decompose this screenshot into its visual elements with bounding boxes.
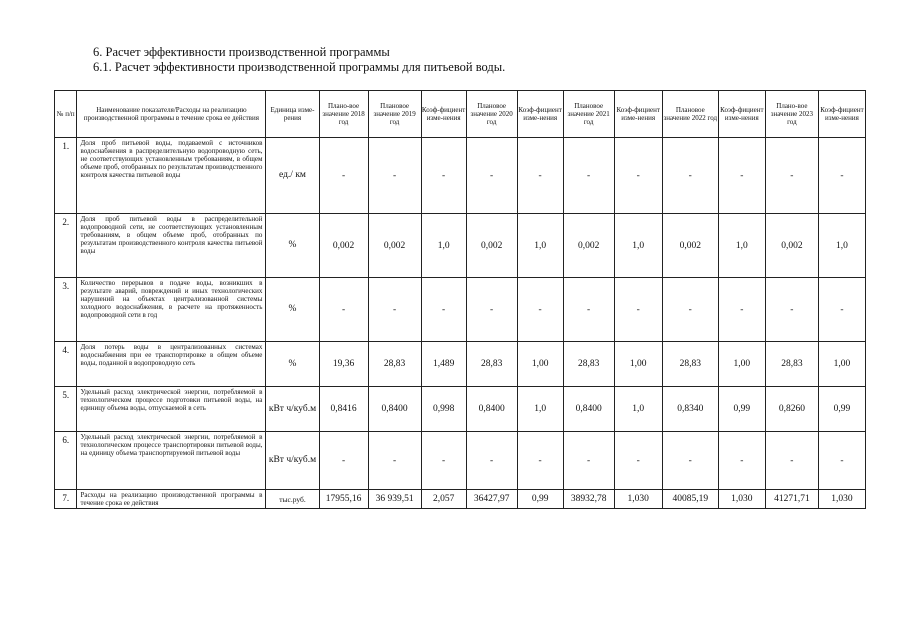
value-cell: 0,998 bbox=[421, 387, 466, 432]
value-cell: - bbox=[614, 432, 662, 490]
value-cell: - bbox=[466, 138, 517, 214]
row-number: 1. bbox=[55, 138, 77, 214]
col-header-num: № п/п bbox=[55, 91, 77, 138]
value-cell: 2,057 bbox=[421, 490, 466, 509]
value-cell: 0,8260 bbox=[765, 387, 818, 432]
row-number: 2. bbox=[55, 214, 77, 278]
value-cell: 36427,97 bbox=[466, 490, 517, 509]
value-cell: 1,0 bbox=[614, 387, 662, 432]
value-cell: 0,002 bbox=[765, 214, 818, 278]
value-cell: 38932,78 bbox=[563, 490, 614, 509]
value-cell: 1,030 bbox=[614, 490, 662, 509]
value-cell: - bbox=[662, 278, 718, 342]
indicator-name: Доля проб питьевой воды, подаваемой с источников водоснабжения в распределительную водопроводную сеть, не соответствующих установленным требованиям, в общем объеме проб, отобранных по результатам производственного контроля качества питьевой воды bbox=[77, 138, 266, 214]
table-row bbox=[55, 214, 866, 278]
value-cell: - bbox=[718, 432, 765, 490]
value-cell: 0,99 bbox=[718, 387, 765, 432]
col-header-2019: Плановое значение 2019 год bbox=[368, 91, 421, 138]
col-header-coef-2019: Коэф-фициент изме-нения bbox=[421, 91, 466, 138]
indicator-name: Количество перерывов в подаче воды, возникших в результате аварий, повреждений и иных технологических нарушений на объектах централизованной системы холодного водоснабжения, в расчете на протяженность водопроводной сети в год bbox=[77, 278, 266, 342]
value-cell: - bbox=[319, 278, 368, 342]
table-row bbox=[55, 432, 866, 490]
value-cell: 1,00 bbox=[614, 342, 662, 387]
value-cell: 36 939,51 bbox=[368, 490, 421, 509]
value-cell: 1,0 bbox=[818, 214, 865, 278]
value-cell: 17955,16 bbox=[319, 490, 368, 509]
value-cell: 1,489 bbox=[421, 342, 466, 387]
value-cell: 1,00 bbox=[818, 342, 865, 387]
col-header-2023: Плано-вое значение 2023 год bbox=[765, 91, 818, 138]
value-cell: 0,8400 bbox=[466, 387, 517, 432]
table-row bbox=[55, 278, 866, 342]
value-cell: 1,00 bbox=[517, 342, 563, 387]
value-cell: - bbox=[319, 432, 368, 490]
value-cell: - bbox=[466, 278, 517, 342]
value-cell: - bbox=[466, 432, 517, 490]
value-cell: - bbox=[368, 432, 421, 490]
value-cell: 1,030 bbox=[818, 490, 865, 509]
indicator-name: Расходы на реализацию производственной программы в течение срока ее действия bbox=[77, 490, 266, 509]
value-cell: 28,83 bbox=[765, 342, 818, 387]
table-header-row bbox=[55, 91, 866, 138]
value-cell: 0,8400 bbox=[368, 387, 421, 432]
value-cell: 28,83 bbox=[563, 342, 614, 387]
value-cell: - bbox=[662, 432, 718, 490]
value-cell: - bbox=[421, 432, 466, 490]
value-cell: - bbox=[517, 278, 563, 342]
value-cell: 28,83 bbox=[662, 342, 718, 387]
value-cell: 0,002 bbox=[466, 214, 517, 278]
value-cell: 1,00 bbox=[718, 342, 765, 387]
row-number: 3. bbox=[55, 278, 77, 342]
value-cell: 0,002 bbox=[563, 214, 614, 278]
value-cell: - bbox=[517, 432, 563, 490]
value-cell: - bbox=[319, 138, 368, 214]
value-cell: 0,002 bbox=[368, 214, 421, 278]
value-cell: - bbox=[421, 278, 466, 342]
value-cell: - bbox=[718, 138, 765, 214]
col-header-coef-2023: Коэф-фициент изме-нения bbox=[818, 91, 865, 138]
value-cell: 41271,71 bbox=[765, 490, 818, 509]
col-header-coef-2020: Коэф-фициент изме-нения bbox=[517, 91, 563, 138]
col-header-2022: Плановое значение 2022 год bbox=[662, 91, 718, 138]
value-cell: 0,002 bbox=[662, 214, 718, 278]
value-cell: - bbox=[517, 138, 563, 214]
unit-cell: % bbox=[266, 214, 319, 278]
section-title: 6. Расчет эффективности производственной программы bbox=[93, 45, 390, 59]
value-cell: - bbox=[818, 138, 865, 214]
value-cell: 28,83 bbox=[466, 342, 517, 387]
value-cell: 1,0 bbox=[517, 214, 563, 278]
value-cell: - bbox=[718, 278, 765, 342]
value-cell: - bbox=[765, 138, 818, 214]
value-cell: 0,002 bbox=[319, 214, 368, 278]
value-cell: 19,36 bbox=[319, 342, 368, 387]
unit-cell: кВт ч/куб.м bbox=[266, 432, 319, 490]
row-number: 5. bbox=[55, 387, 77, 432]
col-header-coef-2021: Коэф-фициент изме-нения bbox=[614, 91, 662, 138]
value-cell: 0,8400 bbox=[563, 387, 614, 432]
value-cell: 1,0 bbox=[718, 214, 765, 278]
value-cell: 0,8340 bbox=[662, 387, 718, 432]
row-number: 7. bbox=[55, 490, 77, 509]
value-cell: - bbox=[421, 138, 466, 214]
row-number: 4. bbox=[55, 342, 77, 387]
unit-cell: кВт ч/куб.м bbox=[266, 387, 319, 432]
col-header-2021: Плановое значение 2021 год bbox=[563, 91, 614, 138]
value-cell: - bbox=[368, 138, 421, 214]
value-cell: - bbox=[765, 278, 818, 342]
value-cell: - bbox=[614, 278, 662, 342]
value-cell: - bbox=[818, 278, 865, 342]
col-header-indicator: Наименование показателя/Расходы на реализацию производственной программы в течение срока ее действия bbox=[77, 91, 266, 138]
value-cell: - bbox=[614, 138, 662, 214]
value-cell: - bbox=[368, 278, 421, 342]
value-cell: - bbox=[563, 278, 614, 342]
value-cell: 0,8416 bbox=[319, 387, 368, 432]
value-cell: 1,0 bbox=[421, 214, 466, 278]
unit-cell: тыс.руб. bbox=[266, 490, 319, 509]
value-cell: - bbox=[563, 432, 614, 490]
value-cell: - bbox=[662, 138, 718, 214]
value-cell: 0,99 bbox=[517, 490, 563, 509]
subsection-title: 6.1. Расчет эффективности производственной программы для питьевой воды. bbox=[93, 60, 506, 74]
table-row bbox=[55, 342, 866, 387]
value-cell: 0,99 bbox=[818, 387, 865, 432]
value-cell: 1,0 bbox=[614, 214, 662, 278]
row-number: 6. bbox=[55, 432, 77, 490]
efficiency-table bbox=[54, 90, 866, 509]
value-cell: - bbox=[563, 138, 614, 214]
value-cell: - bbox=[765, 432, 818, 490]
indicator-name: Доля проб питьевой воды в распределительной водопроводной сети, не соответствующих установленным требованиям, в общем объеме проб, отобранных по результатам производственного контроля качества питьевой воды bbox=[77, 214, 266, 278]
col-header-coef-2022: Коэф-фициент изме-нения bbox=[718, 91, 765, 138]
unit-cell: ед./ км bbox=[266, 138, 319, 214]
table-row bbox=[55, 138, 866, 214]
col-header-2020: Плановое значение 2020 год bbox=[466, 91, 517, 138]
indicator-name: Удельный расход электрической энергии, потребляемой в технологическом процессе подготовки питьевой воды, на единицу объема воды, отпускаемой в сеть bbox=[77, 387, 266, 432]
indicator-name: Доля потерь воды в централизованных системах водоснабжения при ее транспортировке в общем объеме воды, поданной в водопроводную сеть bbox=[77, 342, 266, 387]
value-cell: 40085,19 bbox=[662, 490, 718, 509]
col-header-unit: Единица изме-рения bbox=[266, 91, 319, 138]
value-cell: - bbox=[818, 432, 865, 490]
value-cell: 1,030 bbox=[718, 490, 765, 509]
indicator-name: Удельный расход электрической энергии, потребляемой в технологическом процессе транспортировки питьевой воды, на единицу объема транспортируемой питьевой воды bbox=[77, 432, 266, 490]
value-cell: 28,83 bbox=[368, 342, 421, 387]
unit-cell: % bbox=[266, 278, 319, 342]
value-cell: 1,0 bbox=[517, 387, 563, 432]
table-row bbox=[55, 490, 866, 509]
col-header-2018: Плано-вое значение 2018 год bbox=[319, 91, 368, 138]
table-row bbox=[55, 387, 866, 432]
unit-cell: % bbox=[266, 342, 319, 387]
